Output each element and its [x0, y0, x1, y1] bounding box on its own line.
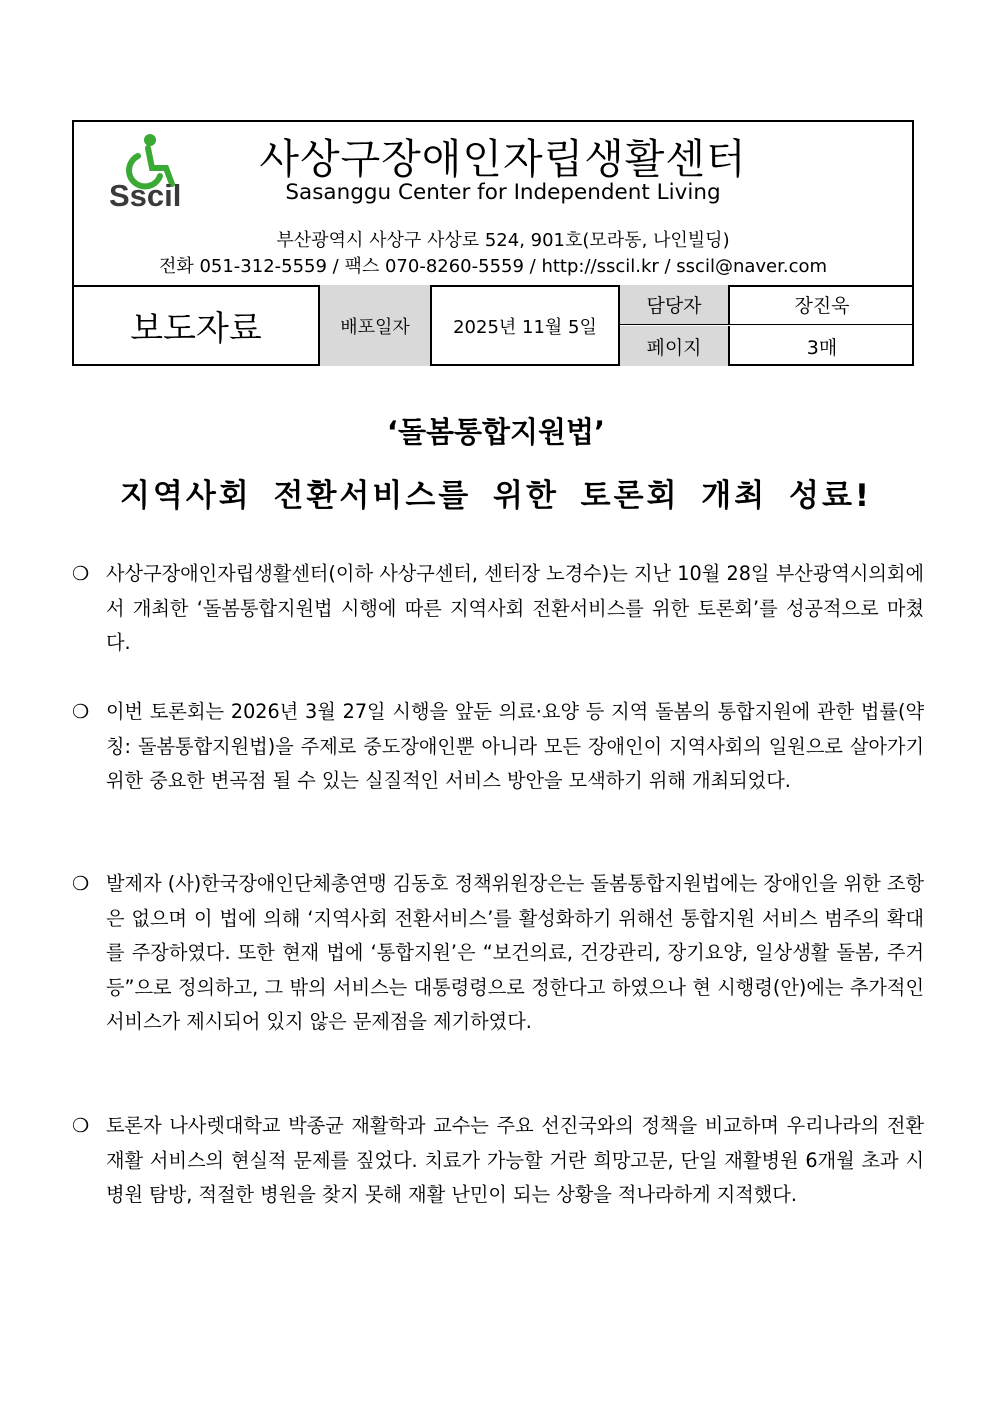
body-paragraph — [72, 695, 924, 799]
press-release-header — [72, 120, 914, 366]
body-paragraph — [72, 1109, 924, 1213]
body-paragraph — [72, 557, 924, 661]
manager-label: 담당자 — [620, 285, 730, 325]
body-paragraph — [72, 867, 924, 1040]
org-contact: 전화 051-312-5559 / 팩스 070-8260-5559 / http://sscil.kr / sscil@naver.com — [158, 256, 828, 277]
page-label: 페이지 — [620, 326, 730, 366]
release-info-row — [74, 285, 912, 366]
org-name-english: Sasanggu Center for Independent Living — [285, 180, 721, 205]
headline-line-1: ‘돌봄통합지원법’ — [386, 415, 606, 449]
bullet-icon: ❍ — [72, 700, 90, 723]
org-name-korean: 사상구장애인자립생활센터 — [259, 135, 747, 183]
release-date: 2025년 11월 5일 — [432, 285, 620, 366]
organization-info — [74, 122, 912, 287]
bullet-icon: ❍ — [72, 1114, 90, 1137]
paragraph-text: 토론자 나사렛대학교 박종균 재활학과 교수는 주요 선진국와의 정책을 비교하며 우리나라의 전환재활 서비스의 현실적 문제를 짚었다. 치료가 가능할 거란 희망고문, 단일 재활병원 6개월 초과 시 병원 탐방, 적절한 병원을 찾지 못해 재활 난민이 되는 상황을 적나라하게 지적했다. — [106, 1114, 924, 1206]
paragraph-text: 발제자 (사)한국장애인단체총연맹 김동호 정책위원장은는 돌봄통합지원법에는 장애인을 위한 조항은 없으며 이 법에 의해 ‘지역사회 전환서비스’를 활성화하기 위해선 통합지원 서비스 범주의 확대를 주장하였다. 또한 현재 법에 ‘통합지원’은 “보건의료, 건강관리, 장기요양, 일상생활 돌봄, 주거 등”으로 정의하고, 그 밖의 서비스는 대통령령으로 정한다고 하였으나 현 시행령(안)에는 추가적인 서비스가 제시되어 있지 않은 문제점을 제기하였다. — [106, 872, 924, 1033]
org-address: 부산광역시 사상구 사상로 524, 901호(모라동, 나인빌딩) — [276, 230, 730, 251]
headline-line-2: 지역사회 전환서비스를 위한 토론회 개최 성료! — [119, 478, 873, 514]
doc-type-title: 보도자료 — [74, 285, 320, 366]
manager-name: 장진욱 — [730, 285, 914, 325]
bullet-icon: ❍ — [72, 562, 90, 585]
paragraph-text: 이번 토론회는 2026년 3월 27일 시행을 앞둔 의료·요양 등 지역 돌봄의 통합지원에 관한 법률(약칭: 돌봄통합지원법)을 주제로 중도장애인뿐 아니라 모든 장애인이 지역사회의 일원으로 살아가기 위한 중요한 변곡점 될 수 있는 실질적인 서비스 방안을 모색하기 위해 개최되었다. — [106, 700, 924, 792]
bullet-icon: ❍ — [72, 872, 90, 895]
page-count: 3매 — [806, 336, 838, 359]
svg-text:Sscil: Sscil — [109, 178, 182, 210]
paragraph-text: 사상구장애인자립생활센터(이하 사상구센터, 센터장 노경수)는 지난 10월 28일 부산광역시의회에서 개최한 ‘돌봄통합지원법 시행에 따른 지역사회 전환서비스를 위한 토론회’를 성공적으로 마쳤다. — [106, 562, 924, 654]
date-label: 배포일자 — [320, 285, 432, 366]
